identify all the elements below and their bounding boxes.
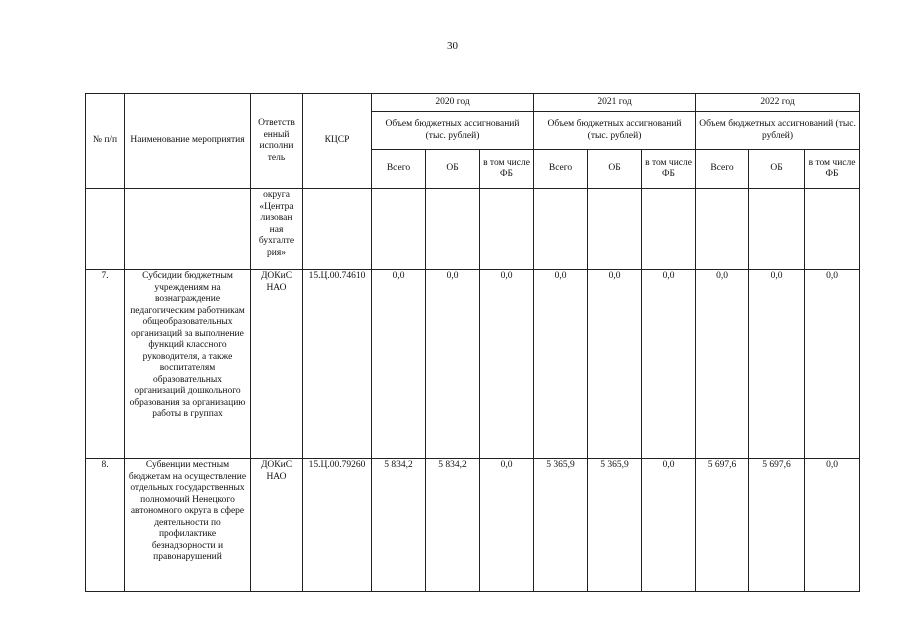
table-row-continuation — [86, 189, 860, 270]
cell-num: 8. — [86, 459, 125, 592]
table-row — [86, 459, 860, 592]
header-name: Наименование мероприятия — [125, 94, 251, 189]
cell-total-2022: 0,0 — [696, 270, 749, 459]
cell-fb-2021: 0,0 — [642, 459, 696, 592]
header-total-2020: Всего — [372, 150, 426, 189]
page-number: 30 — [447, 40, 458, 52]
cell-fb-2020: 0,0 — [480, 459, 534, 592]
cell-name: Субсидии бюджетным учреждениям на вознаграждение педагогическим работникам общеобразовательных организаций за выполнение функций классного руководителя, а также воспитателям образовательных организаций дошкольного образования за организацию работы в группах — [125, 270, 251, 459]
header-volume-2021: Объем бюджетных ассигнований (тыс. рублей) — [534, 112, 696, 150]
cell-fb-2022: 0,0 — [805, 459, 860, 592]
cell-ob-2022: 5 697,6 — [749, 459, 805, 592]
cell-ob-2021: 5 365,9 — [588, 459, 642, 592]
cell-total-2021: 5 365,9 — [534, 459, 588, 592]
header-kcsr: КЦСР — [303, 94, 372, 189]
header-year-2022: 2022 год — [696, 94, 860, 112]
cell-total-2021: 0,0 — [534, 270, 588, 459]
cell-fb-2020: 0,0 — [480, 270, 534, 459]
cell-ob-2020: 5 834,2 — [426, 459, 480, 592]
cell-total-2020: 0,0 — [372, 270, 426, 459]
header-volume-2022: Объем бюджетных ассигнований (тыс. рублей) — [696, 112, 860, 150]
header-responsible: Ответств енный исполни тель — [251, 94, 303, 189]
header-year-2021: 2021 год — [534, 94, 696, 112]
cell-num: 7. — [86, 270, 125, 459]
cell-ob-2021: 0,0 — [588, 270, 642, 459]
cell-total-2022: 5 697,6 — [696, 459, 749, 592]
cell-kcsr: 15.Ц.00.79260 — [303, 459, 372, 592]
header-volume-2020: Объем бюджетных ассигнований (тыс. рублей) — [372, 112, 534, 150]
cell-responsible: ДОКиС НАО — [251, 270, 303, 459]
header-year-2020: 2020 год — [372, 94, 534, 112]
cell-fb-2022: 0,0 — [805, 270, 860, 459]
header-ob-2022: ОБ — [749, 150, 805, 189]
cell-responsible: округа «Центра лизован ная бухгалте рия» — [251, 189, 303, 270]
header-row-years — [86, 94, 860, 112]
header-ob-2020: ОБ — [426, 150, 480, 189]
header-total-2021: Всего — [534, 150, 588, 189]
header-num: № п/п — [86, 94, 125, 189]
cell-kcsr: 15.Ц.00.74610 — [303, 270, 372, 459]
header-fb-2020: в том числе ФБ — [480, 150, 534, 189]
header-ob-2021: ОБ — [588, 150, 642, 189]
cell-fb-2021: 0,0 — [642, 270, 696, 459]
header-fb-2021: в том числе ФБ — [642, 150, 696, 189]
header-fb-2022: в том числе ФБ — [805, 150, 860, 189]
table-row — [86, 270, 860, 459]
cell-ob-2022: 0,0 — [749, 270, 805, 459]
cell-ob-2020: 0,0 — [426, 270, 480, 459]
budget-table — [85, 93, 860, 592]
cell-total-2020: 5 834,2 — [372, 459, 426, 592]
cell-responsible: ДОКиС НАО — [251, 459, 303, 592]
header-total-2022: Всего — [696, 150, 749, 189]
cell-name: Субвенции местным бюджетам на осуществление отдельных государственных полномочий Ненецкого автономного округа в сфере деятельности по профилактике безнадзорности и правонарушений — [125, 459, 251, 592]
